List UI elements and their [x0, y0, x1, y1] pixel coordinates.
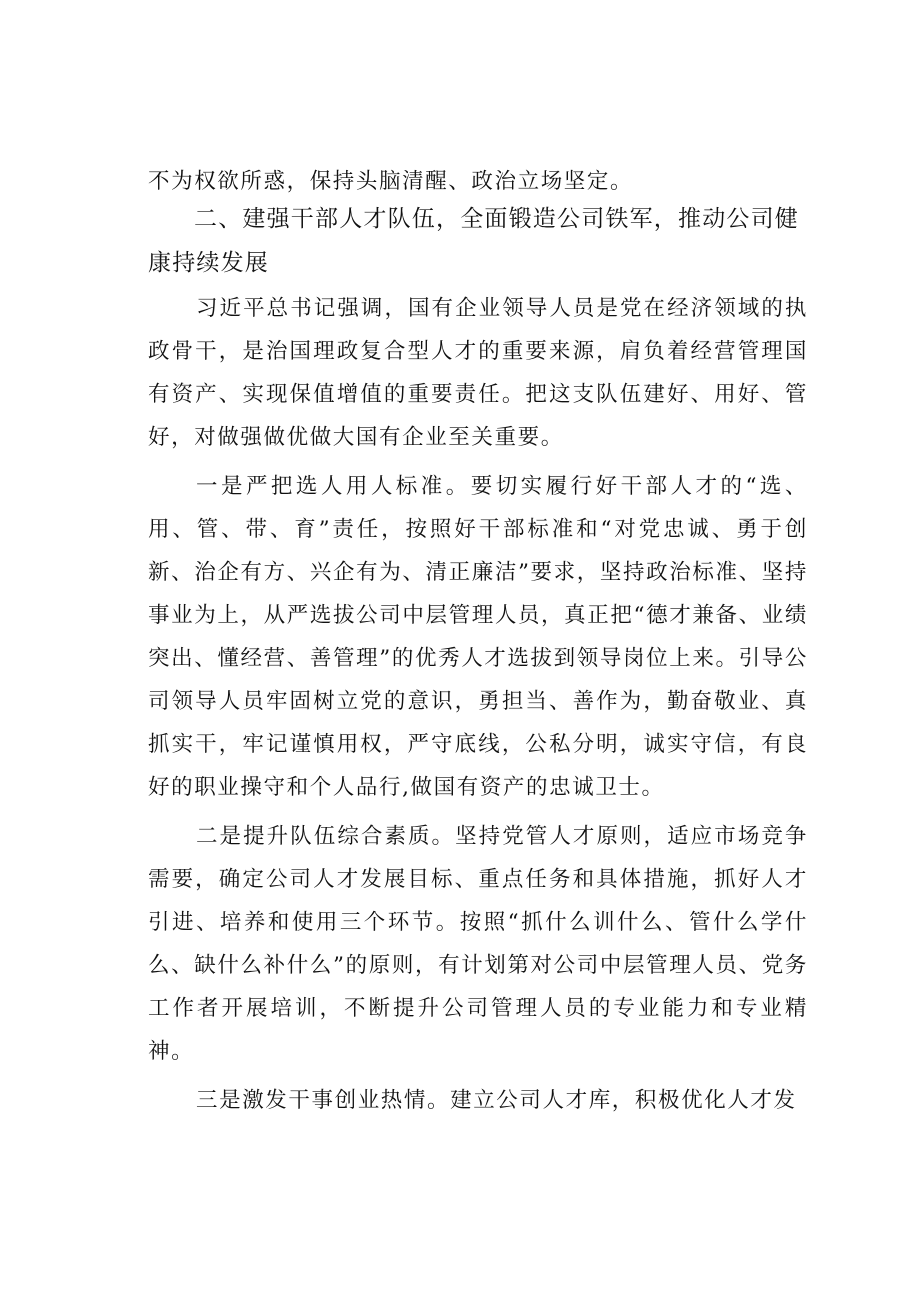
section-heading: 二、建强干部人才队伍，全面锻造公司铁军，推动公司健康持续发展 [148, 206, 799, 276]
paragraph-1: 习近平总书记强调，国有企业领导人员是党在经济领域的执政骨干，是治国理政复合型人才的重要来源，肩负着经营管理国有资产、实现保值增值的重要责任。把这支队伍建好、用好、管好，对做强做优做大国有企业至关重要。 [148, 296, 808, 450]
paragraph-continuation: 不为权欲所惑，保持头脑清醒、政治立场坚定。 [148, 169, 634, 194]
paragraph-2: 一是严把选人用人标准。要切实履行好干部人才的“选、用、管、带、育”责任，按照好干部标准和“对党忠诚、勇于创新、治企有方、兴企有为、清正廉洁”要求，坚持政治标准、坚持事业为上，从严选拔公司中层管理人员，真正把“德才兼备、业绩突出、懂经营、善管理”的优秀人才选拔到领导岗位上来。引导公司领导人员牢固树立党的意识，勇担当、善作为，勤奋敬业、真抓实干，牢记谨慎用权，严守底线，公私分明，诚实守信，有良好的职业操守和个人品行,做国有资产的忠诚卫士。 [148, 474, 808, 800]
paragraph-4: 三是激发干事创业热情。建立公司人才库，积极优化人才发 [196, 1088, 797, 1113]
body-text [148, 287, 808, 1122]
paragraph-3: 二是提升队伍综合素质。坚持党管人才原则，适应市场竞争需要，确定公司人才发展目标、重点任务和具体措施，抓好人才引进、培养和使用三个环节。按照“抓什么训什么、管什么学什么、缺什么补什么”的原则，有计划第对公司中层管理人员、党务工作者开展培训，不断提升公司管理人员的专业能力和专业精神。 [148, 824, 808, 1064]
